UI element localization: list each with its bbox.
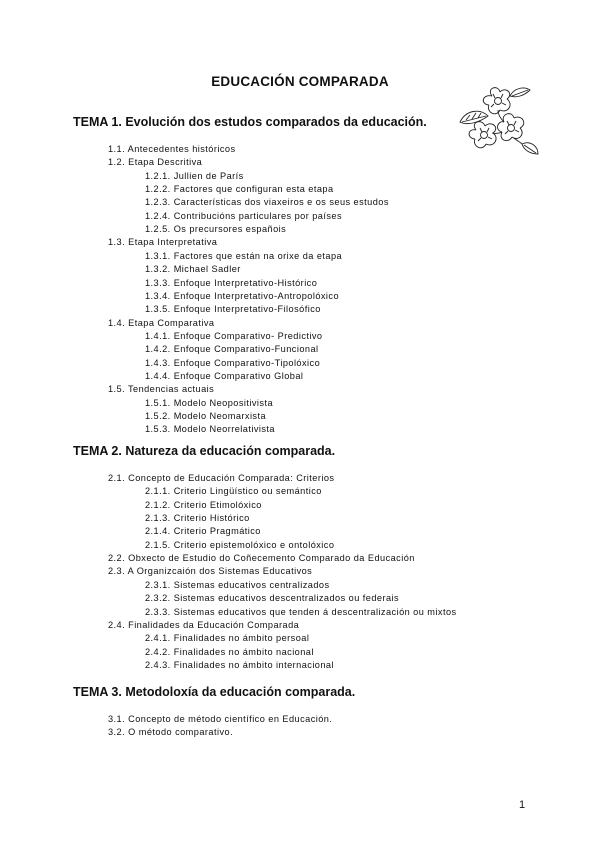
outline-subitem: 1.3.1. Factores que están na orixe da etapa xyxy=(145,250,343,261)
outline-item: 3.2. O método comparativo. xyxy=(108,727,234,738)
outline-item: 3.1. Concepto de método científico en Educación. xyxy=(108,714,333,724)
outline-item: 2.1. Concepto de Educación Comparada: Criterios xyxy=(108,473,335,483)
outline-subitem: 1.3.5. Enfoque Interpretativo-Filosófico xyxy=(145,304,321,315)
outline-subitem: 1.2.1. Jullien de París xyxy=(145,170,244,181)
outline-subitem: 1.3.4. Enfoque Interpretativo-Antropolóxico xyxy=(145,290,340,301)
section-heading: TEMA 3. Metodoloxía da educación comparada. xyxy=(73,685,356,699)
page-number: 1 xyxy=(519,799,526,811)
outline-subitem: 2.4.1. Finalidades no ámbito persoal xyxy=(145,633,310,644)
outline-subitem: 1.5.1. Modelo Neopositivista xyxy=(145,397,274,408)
outline-subitem: 2.1.4. Criterio Pragmático xyxy=(145,526,261,537)
outline-subitem: 1.4.1. Enfoque Comparativo- Predictivo xyxy=(145,330,323,341)
outline-subitem: 1.4.4. Enfoque Comparativo Global xyxy=(145,370,304,381)
outline-subitem: 2.1.3. Criterio Histórico xyxy=(145,513,250,524)
outline-subitem: 1.4.2. Enfoque Comparativo-Funcional xyxy=(145,344,319,355)
outline-subitem: 2.3.2. Sistemas educativos descentralizados ou federais xyxy=(145,593,400,604)
outline-subitem: 1.2.2. Factores que configuran esta etapa xyxy=(145,184,334,195)
outline-item: 1.2. Etapa Descritiva xyxy=(108,157,203,168)
outline-subitem: 1.5.2. Modelo Neomarxista xyxy=(145,411,267,421)
outline-subitem: 2.1.1. Criterio Lingüístico ou semántico xyxy=(145,486,322,497)
outline-item: 2.2. Obxecto de Estudio do Coñecemento Comparado da Educación xyxy=(108,553,415,564)
outline-subitem: 2.3.3. Sistemas educativos que tenden á descentralización ou mixtos xyxy=(145,606,457,617)
outline-subitem: 2.3.1. Sistemas educativos centralizados xyxy=(145,579,330,590)
outline-item: 2.3. A Organizcaión dos Sistemas Educativos xyxy=(108,566,313,577)
outline-subitem: 1.4.3. Enfoque Comparativo-Tipolóxico xyxy=(145,357,321,368)
section-heading: TEMA 1. Evolución dos estudos comparados da educación. xyxy=(73,115,427,129)
outline-subitem: 1.2.3. Características dos viaxeiros e os seus estudos xyxy=(145,197,389,208)
outline-item: 1.4. Etapa Comparativa xyxy=(108,317,215,328)
outline-item: 1.3. Etapa Interpretativa xyxy=(108,237,218,248)
outline-subitem: 1.3.2. Michael Sadler xyxy=(145,264,241,275)
document-title: EDUCACIÓN COMPARADA xyxy=(211,74,389,89)
outline-subitem: 1.5.3. Modelo Neorrelativista xyxy=(145,424,275,435)
outline-subitem: 2.4.3. Finalidades no ámbito internacional xyxy=(145,659,334,670)
outline-subitem: 2.1.2. Criterio Etimolóxico xyxy=(145,499,262,510)
outline-subitem: 1.2.4. Contribucións particulares por países xyxy=(145,210,343,221)
outline-subitem: 2.4.2. Finalidades no ámbito nacional xyxy=(145,646,314,657)
outline-item: 2.4. Finalidades da Educación Comparada xyxy=(108,619,300,630)
outline-subitem: 1.2.5. Os precursores españois xyxy=(145,224,287,235)
outline-item: 1.1. Antecedentes históricos xyxy=(108,144,236,154)
outline-subitem: 2.1.5. Criterio epistemolóxico e ontolóxico xyxy=(145,539,335,550)
section-heading: TEMA 2. Natureza da educación comparada. xyxy=(73,444,336,458)
outline-item: 1.5. Tendencias actuais xyxy=(108,384,215,395)
outline-subitem: 1.3.3. Enfoque Interpretativo-Histórico xyxy=(145,277,318,288)
flower-illustration-icon xyxy=(452,82,542,162)
